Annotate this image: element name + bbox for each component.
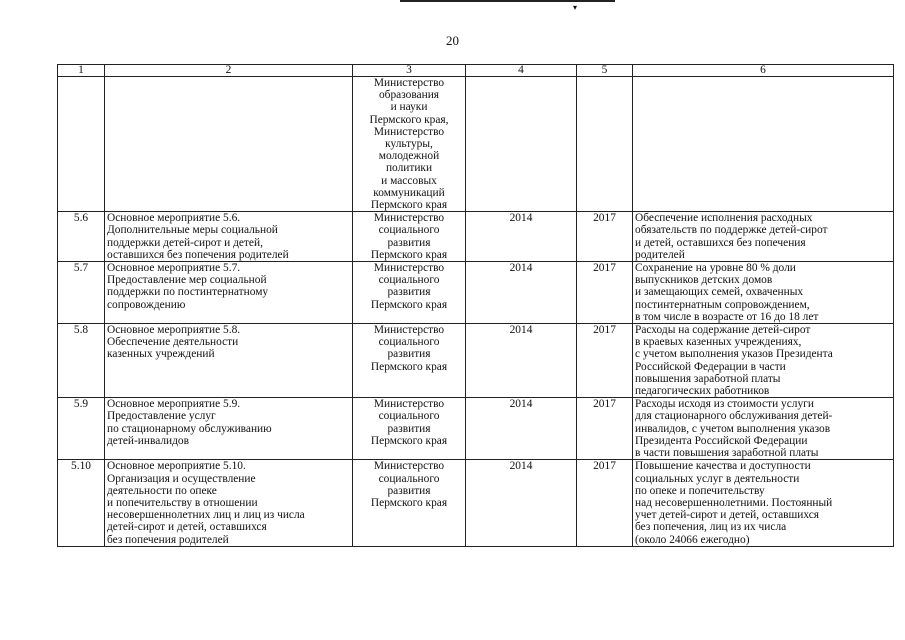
row-number: 5.6 — [58, 212, 105, 262]
start-year: 2014 — [466, 460, 577, 546]
start-year: 2014 — [466, 398, 577, 460]
end-year: 2017 — [577, 460, 633, 546]
start-year — [466, 77, 577, 212]
column-header-4: 4 — [466, 65, 577, 77]
event-name: Основное мероприятие 5.6. Дополнительные меры социальной поддержки детей-сирот и детей, оставшихся без попечения родителей — [105, 212, 353, 262]
responsible-executor: Министерство социального развития Пермского края — [353, 262, 466, 324]
start-year: 2014 — [466, 212, 577, 262]
event-name: Основное мероприятие 5.10. Организация и осуществление деятельности по опеке и попечительству в отношении несовершеннолетних лиц и лиц из числа детей-сирот и детей, оставшихся без попечения родителей — [105, 460, 353, 546]
table-row — [58, 77, 894, 212]
top-rule — [400, 0, 615, 2]
table-row — [58, 324, 894, 398]
event-name: Основное мероприятие 5.9. Предоставление услуг по стационарному обслуживанию детей-инвалидов — [105, 398, 353, 460]
row-number: 5.10 — [58, 460, 105, 546]
column-header-6: 6 — [633, 65, 894, 77]
end-year: 2017 — [577, 324, 633, 398]
expected-result: Расходы на содержание детей-сирот в краевых казенных учреждениях, с учетом выполнения указов Президента Российской Федерации в части повышения заработной платы педагогических работников — [633, 324, 894, 398]
event-name: Основное мероприятие 5.8. Обеспечение деятельности казенных учреждений — [105, 324, 353, 398]
expected-result: Сохранение на уровне 80 % доли выпускников детских домов и замещающих семей, охваченных постинтернатным сопровождением, в том числе в возрасте от 16 до 18 лет — [633, 262, 894, 324]
start-year: 2014 — [466, 262, 577, 324]
start-year: 2014 — [466, 324, 577, 398]
column-header-5: 5 — [577, 65, 633, 77]
end-year: 2017 — [577, 398, 633, 460]
column-header-2: 2 — [105, 65, 353, 77]
table-header-row — [58, 65, 894, 77]
end-year — [577, 77, 633, 212]
table-row — [58, 212, 894, 262]
end-year: 2017 — [577, 212, 633, 262]
responsible-executor: Министерство образования и науки Пермского края, Министерство культуры, молодежной политики и массовых коммуникаций Пермского края — [353, 77, 466, 212]
top-mark: ▾ — [573, 3, 578, 12]
row-number: 5.9 — [58, 398, 105, 460]
row-number — [58, 77, 105, 212]
row-number: 5.7 — [58, 262, 105, 324]
responsible-executor: Министерство социального развития Пермского края — [353, 398, 466, 460]
expected-result: Обеспечение исполнения расходных обязательств по поддержке детей-сирот и детей, оставшихся без попечения родителей — [633, 212, 894, 262]
end-year: 2017 — [577, 262, 633, 324]
responsible-executor: Министерство социального развития Пермского края — [353, 460, 466, 546]
event-name: Основное мероприятие 5.7. Предоставление мер социальной поддержки по постинтернатному сопровождению — [105, 262, 353, 324]
responsible-executor: Министерство социального развития Пермского края — [353, 212, 466, 262]
table-row — [58, 398, 894, 460]
expected-result: Расходы исходя из стоимости услуги для стационарного обслуживания детей- инвалидов, с учетом выполнения указов Президента Российской Федерации в части повышения заработной платы — [633, 398, 894, 460]
expected-result: Повышение качества и доступности социальных услуг в деятельности по опеке и попечительству над несовершеннолетними. Постоянный учет детей-сирот и детей, оставшихся без попечения, лиц из их числа (около 24066 ежегодно) — [633, 460, 894, 546]
expected-result — [633, 77, 894, 212]
column-header-3: 3 — [353, 65, 466, 77]
table-row — [58, 262, 894, 324]
table-row — [58, 460, 894, 546]
column-header-1: 1 — [58, 65, 105, 77]
responsible-executor: Министерство социального развития Пермского края — [353, 324, 466, 398]
page-number: 20 — [446, 33, 459, 48]
event-name — [105, 77, 353, 212]
measures-table — [57, 64, 894, 547]
row-number: 5.8 — [58, 324, 105, 398]
